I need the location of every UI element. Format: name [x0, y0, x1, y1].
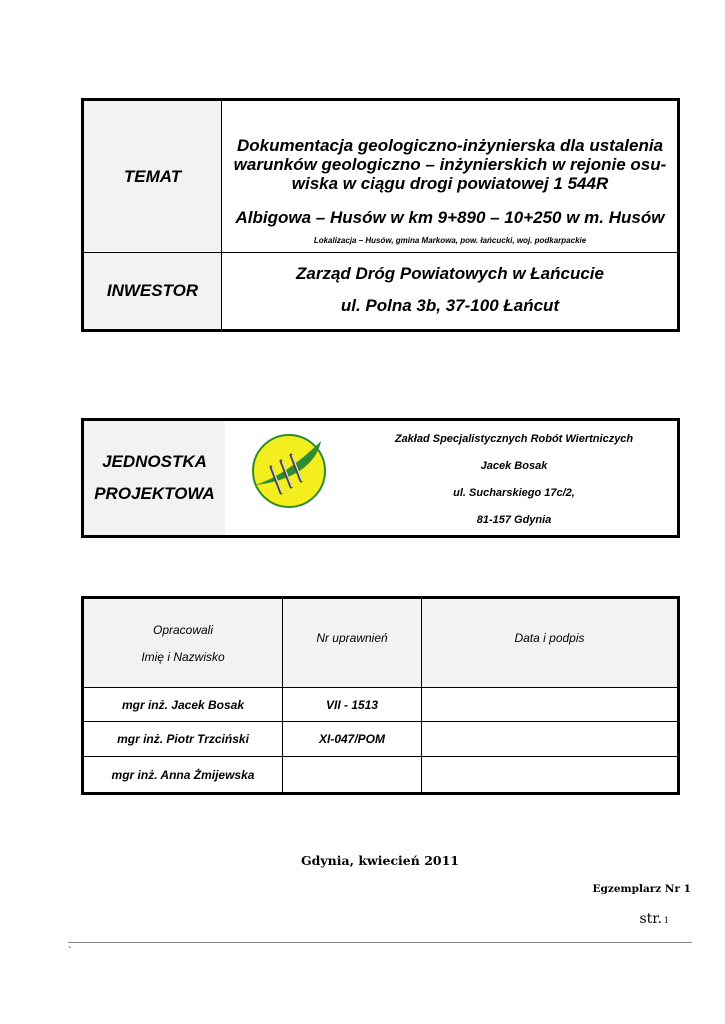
topic-label: TEMAT — [123, 166, 182, 186]
author-name: mgr inż. Piotr Trzciński — [117, 732, 249, 746]
column-divider — [221, 101, 222, 329]
investor-name: Zarząd Dróg Powiatowych w Łańcucie — [296, 264, 604, 283]
design-unit-table — [81, 418, 680, 538]
header-table — [81, 98, 680, 332]
author-name: mgr inż. Anna Żmijewska — [111, 767, 255, 782]
topic-line: Dokumentacja geologiczno-inżynierska dla ustalenia — [236, 136, 664, 155]
author-license: VII - 1513 — [325, 697, 379, 712]
author-signature — [422, 722, 677, 756]
place-date: Gdynia, kwiecień 2011 — [301, 853, 459, 868]
header-license: Nr uprawnień — [316, 631, 388, 645]
investor-label: INWESTOR — [106, 281, 199, 300]
topic-line: warunków geologiczno – inżynierskich w rejonie osu- — [233, 155, 667, 174]
page-indicator — [639, 911, 669, 927]
copy-number: Egzemplarz Nr 1 — [592, 883, 691, 895]
page-label: str. — [639, 911, 662, 927]
investor-address: ul. Polna 3b, 37-100 Łańcut — [340, 296, 560, 315]
author-signature — [422, 688, 677, 721]
location-note: Lokalizacja – Husów, gmina Markowa, pow. łańcucki, woj. podkarpackie — [313, 236, 587, 245]
page-number: 1 — [663, 916, 669, 925]
author-name: mgr inż. Jacek Bosak — [121, 697, 245, 712]
author-license: XI-047/POM — [318, 732, 386, 746]
footer-line — [68, 942, 692, 943]
header-authors-line: Opracowali — [152, 623, 214, 637]
header-signature: Data i podpis — [514, 631, 585, 645]
footer-mark: ` — [68, 946, 72, 957]
authors-table — [81, 596, 680, 795]
company-owner: Jacek Bosak — [480, 460, 548, 472]
road-section: Albigowa – Husów w km 9+890 – 10+250 w m. Husów — [235, 208, 665, 227]
company-city: 81-157 Gdynia — [476, 514, 552, 526]
company-name: Zakład Specjalistycznych Robót Wiertniczych — [394, 433, 634, 445]
topic-title — [226, 136, 674, 193]
design-unit-label — [84, 421, 225, 535]
company-logo — [249, 433, 329, 509]
author-license — [283, 757, 421, 792]
design-unit-label-line: PROJEKTOWA — [94, 484, 215, 503]
header-authors-line: Imię i Nazwisko — [141, 650, 225, 664]
design-unit-label-line: JEDNOSTKA — [102, 452, 207, 471]
header-authors — [84, 599, 282, 687]
author-signature — [422, 757, 677, 792]
topic-line: wiska w ciągu drogi powiatowej 1 544R — [291, 174, 609, 193]
company-street: ul. Sucharskiego 17c/2, — [453, 487, 575, 499]
